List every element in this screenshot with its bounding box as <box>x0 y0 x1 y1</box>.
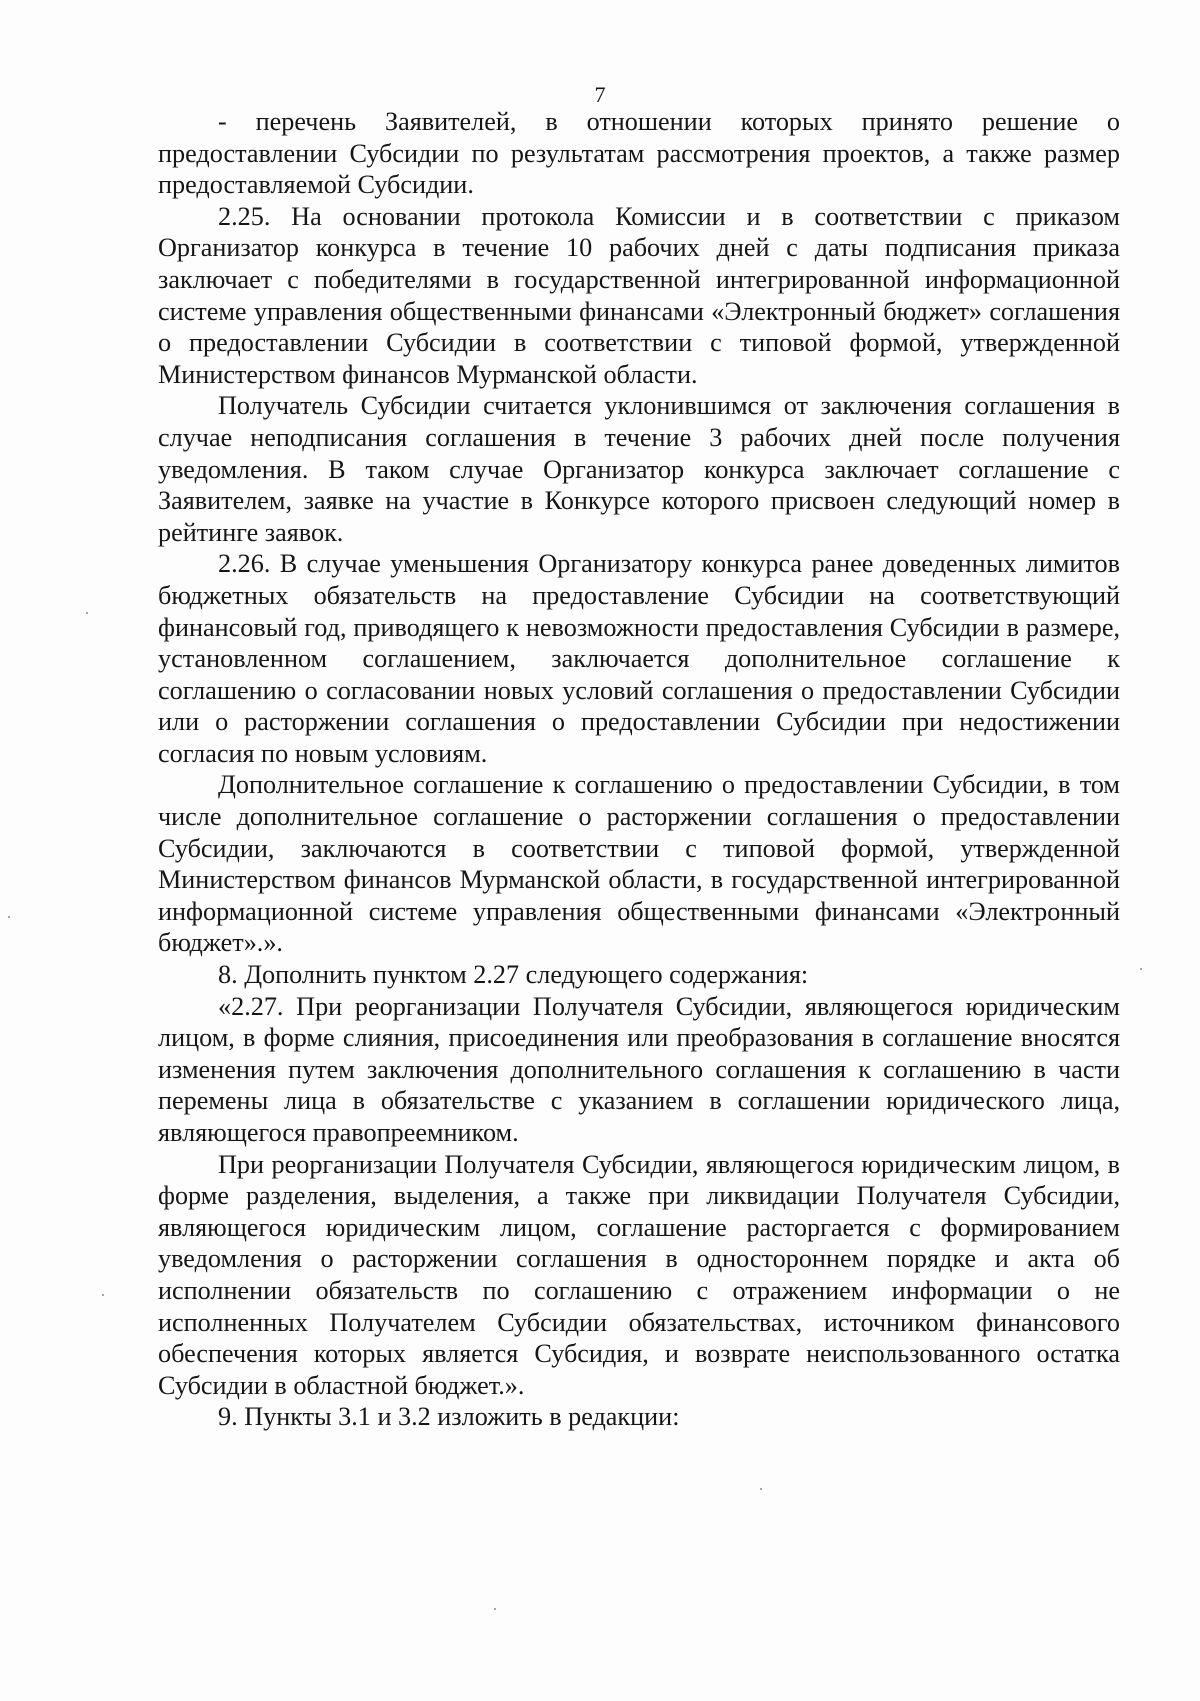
scan-speck <box>8 916 10 918</box>
paragraph-applicants-list: - перечень Заявителей, в отношении которых принято решение о предоставлении Субсидии по результатам рассмотрения проектов, а также размер предоставляемой Субсидии. <box>158 107 1120 200</box>
paragraph-2-27: «2.27. При реорганизации Получателя Субсидии, являющегося юридическим лицом, в форме слияния, присоединения или преобразования в соглашение вносятся изменения путем заключения дополнительного соглашения к соглашению в части перемены лица в обязательстве с указанием в соглашении юридического лица, являющегося правопреемником. <box>158 991 1120 1147</box>
scan-speck <box>760 1488 762 1490</box>
paragraph-recipient-evasion: Получатель Субсидии считается уклонившимся от заключения соглашения в случае неподписания соглашения в течение 3 рабочих дней после получения уведомления. В таком случае Организатор конкурса заключает соглашение с Заявителем, заявке на участие в Конкурсе которого присвоен следующий номер в рейтинге заявок. <box>158 391 1120 547</box>
paragraph-reorganization: При реорганизации Получателя Субсидии, являющегося юридическим лицом, в форме разделения, выделения, а также при ликвидации Получателя Субсидии, являющегося юридическим лицом, соглашение расторгается с формированием уведомления о расторжении соглашения в одностороннем порядке и акта об исполнении обязательств по соглашению с отражением информации о не исполненных Получателем Субсидии обязательствах, источником финансового обеспечения которых является Субсидия, и возврате неиспользованного остатка Субсидии в областной бюджет.». <box>158 1149 1120 1400</box>
scan-speck <box>86 612 88 614</box>
paragraph-additional-agreement: Дополнительное соглашение к соглашению о предоставлении Субсидии, в том числе дополнительное соглашение о расторжении соглашения о предоставлении Субсидии, заключаются в соответствии с типовой формой, утвержденной Министерством финансов Мурманской области, в государственной интегрированной информационной системе управления общественными финансами «Электронный бюджет».». <box>158 770 1120 958</box>
paragraph-2-25: 2.25. На основании протокола Комиссии и в соответствии с приказом Организатор конкурса в течение 10 рабочих дней с даты подписания приказа заключает с победителями в государственной интегрированной информационной системе управления общественными финансами «Электронный бюджет» соглашения о предоставлении Субсидии в соответствии с типовой формой, утвержденной Министерством финансов Мурманской области. <box>158 201 1120 389</box>
page-number: 7 <box>594 82 606 107</box>
paragraph-2-26: 2.26. В случае уменьшения Организатору конкурса ранее доведенных лимитов бюджетных обязательств на предоставление Субсидии на соответствующий финансовый год, приводящего к невозможности предоставления Субсидии в размере, установленном соглашением, заключается дополнительное соглашение к соглашению о согласовании новых условий соглашения о предоставлении Субсидии или о расторжении соглашения о предоставлении Субсидии при недостижении согласия по новым условиям. <box>158 549 1120 768</box>
scan-speck <box>494 1608 496 1610</box>
paragraph-item-8: 8. Дополнить пунктом 2.27 следующего содержания: <box>218 960 809 990</box>
scan-speck <box>102 1294 104 1296</box>
scan-speck <box>1140 968 1142 970</box>
paragraph-item-9: 9. Пункты 3.1 и 3.2 изложить в редакции: <box>218 1402 680 1432</box>
document-body <box>158 106 1120 1433</box>
